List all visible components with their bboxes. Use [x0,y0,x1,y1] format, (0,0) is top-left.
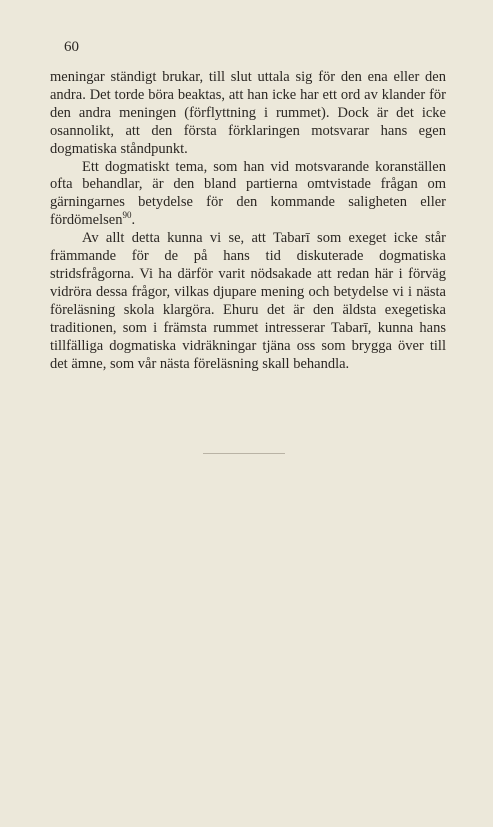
body-text [50,69,446,373]
paragraph-2-end: . [131,212,136,229]
paragraph-3-text: Av allt detta kunna vi se, att Tabarī som exeget icke står främmande för de på hans tid diskuterade dogmatiska stridsfrågorna. Vi ha därför varit nödsakade att redan här i förväg vidröra dessa frågor, vilkas djupare mening och betydelse vi i nästa föreläsning skola klargöra. Ehuru det är den äldsta exegetiska traditionen, som i främsta rummet intresserar Tabarī, kunna hans tillfälliga dogmatiska vidräkningar tjäna oss som brygga över till det ämne, som vår nästa föreläsning skall behandla. [50,230,446,372]
paragraph-3 [50,230,446,373]
paragraph-1-text: meningar ständigt brukar, till slut uttala sig för den ena eller den andra. Det torde böra beaktas, att han icke har ett ord av klander för den andra meningen (förflyttning i rummet). Dock är det icke osannolikt, att den första förklaringen motsvarar hans egen dogmatiska ståndpunkt. [50,69,446,157]
footnote-reference: 90 [122,210,132,221]
paragraph-2 [50,159,446,231]
paragraph-2-text: Ett dogmatiskt tema, som han vid motsvarande koranställen ofta behandlar, är den bland partierna omtvistade frågan om gärningarnes betydelse för den kommande saligheten eller fördömelsen [50,158,446,229]
page-number: 60 [64,39,79,55]
paragraph-1 [50,69,446,159]
section-divider [203,453,285,454]
